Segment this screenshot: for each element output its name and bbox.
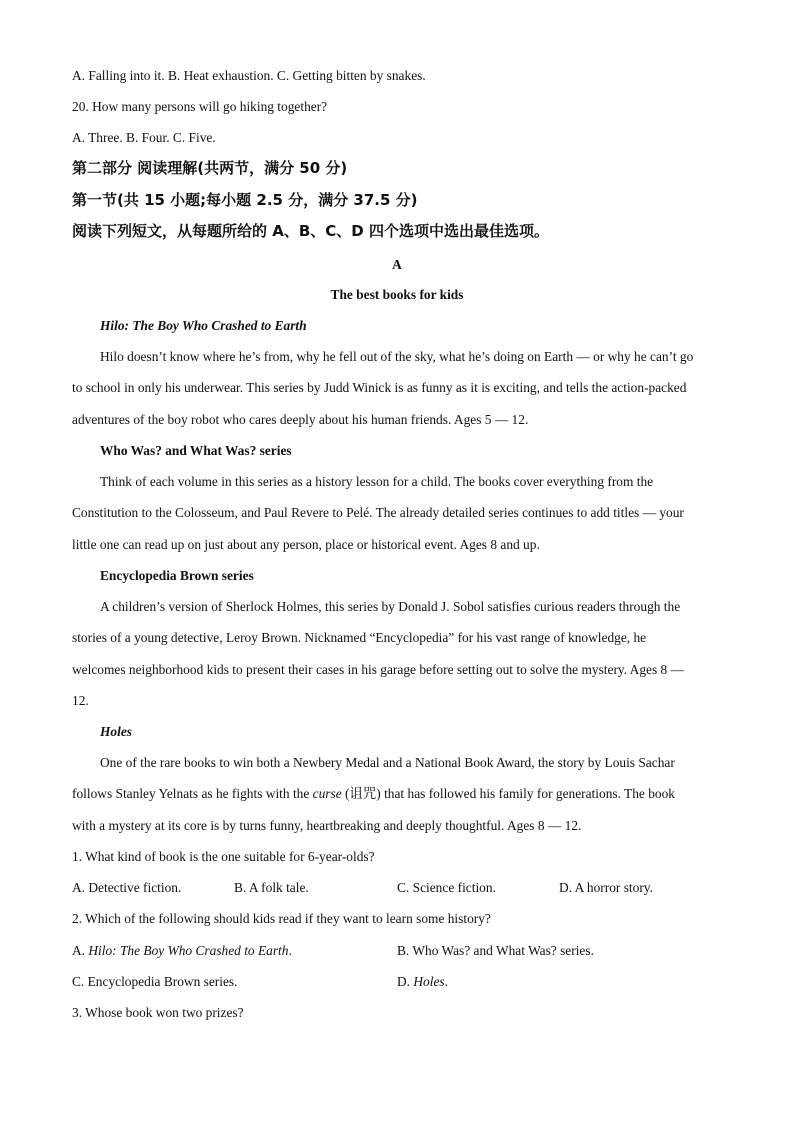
question-stem: 3. Whose book won two prizes? bbox=[72, 1005, 244, 1020]
part2-heading: 第二部分 阅读理解(共两节，满分 50 分) bbox=[72, 159, 348, 177]
option-c: C. Science fiction. bbox=[397, 880, 496, 895]
option-b: B. Who Was? and What Was? series. bbox=[397, 943, 594, 958]
passage-letter: A bbox=[392, 257, 402, 272]
book-title-encyclopedia-brown: Encyclopedia Brown series bbox=[100, 568, 254, 583]
text-span: (诅咒) that has followed his family for generations. The book bbox=[341, 786, 675, 801]
text-span: . bbox=[288, 943, 292, 958]
book-text-line: One of the rare books to win both a Newbery Medal and a National Book Award, the story by Louis Sachar bbox=[100, 755, 675, 770]
q20-options: A. Three. B. Four. C. Five. bbox=[72, 130, 216, 145]
text-span: . bbox=[444, 974, 448, 989]
q20-stem: 20. How many persons will go hiking together? bbox=[72, 99, 328, 114]
book-text-line: with a mystery at its core is by turns funny, heartbreaking and deeply thoughtful. Ages 8 — 12. bbox=[72, 818, 582, 833]
instructions: 阅读下列短文，从每题所给的 A、B、C、D 四个选项中选出最佳选项。 bbox=[72, 222, 549, 240]
option-c: C. Encyclopedia Brown series. bbox=[72, 974, 238, 989]
book-name: Holes bbox=[413, 974, 445, 989]
section1-heading: 第一节(共 15 小题;每小题 2.5 分，满分 37.5 分) bbox=[72, 191, 418, 209]
question-stem: 2. Which of the following should kids read if they want to learn some history? bbox=[72, 911, 491, 926]
book-text-line: Think of each volume in this series as a history lesson for a child. The books cover everything from the bbox=[100, 474, 654, 489]
option-d bbox=[397, 973, 448, 991]
text-span: D. bbox=[397, 974, 414, 989]
book-text-line: Hilo doesn’t know where he’s from, why he fell out of the sky, what he’s doing on Earth — or why he can’t go bbox=[100, 349, 694, 364]
book-text-line: adventures of the boy robot who cares deeply about his human friends. Ages 5 — 12. bbox=[72, 412, 529, 427]
passage-title: The best books for kids bbox=[330, 287, 464, 302]
book-name: Hilo: The Boy Who Crashed to Earth bbox=[88, 943, 289, 958]
book-title-holes: Holes bbox=[100, 724, 132, 739]
book-text-line: 12. bbox=[72, 693, 89, 708]
q19-options: A. Falling into it. B. Heat exhaustion. C. Getting bitten by snakes. bbox=[72, 68, 426, 83]
book-text-line: welcomes neighborhood kids to present their cases in his garage before setting out to solve the mystery. Ages 8 — bbox=[72, 662, 684, 677]
option-a bbox=[72, 942, 292, 960]
book-title-who-was: Who Was? and What Was? series bbox=[100, 443, 292, 458]
book-text-line: A children’s version of Sherlock Holmes, this series by Donald J. Sobol satisfies curious readers through the bbox=[100, 599, 681, 614]
book-text-line bbox=[72, 785, 675, 803]
book-text-line: little one can read up on just about any person, place or historical event. Ages 8 and up. bbox=[72, 537, 540, 552]
book-text-line: Constitution to the Colosseum, and Paul Revere to Pelé. The already detailed series continues to add titles — your bbox=[72, 505, 684, 520]
option-b: B. A folk tale. bbox=[234, 880, 309, 895]
curse-word: curse bbox=[312, 786, 342, 801]
text-span: A. bbox=[72, 943, 89, 958]
option-a: A. Detective fiction. bbox=[72, 880, 182, 895]
text-span: follows Stanley Yelnats as he fights with the bbox=[72, 786, 313, 801]
book-text-line: stories of a young detective, Leroy Brown. Nicknamed “Encyclopedia” for his vast range of knowledge, he bbox=[72, 630, 647, 645]
question-stem: 1. What kind of book is the one suitable for 6-year-olds? bbox=[72, 849, 375, 864]
book-title-hilo: Hilo: The Boy Who Crashed to Earth bbox=[100, 318, 307, 333]
option-d: D. A horror story. bbox=[559, 880, 653, 895]
book-text-line: to school in only his underwear. This series by Judd Winick is as funny as it is exciting, and tells the action-packed bbox=[72, 380, 687, 395]
